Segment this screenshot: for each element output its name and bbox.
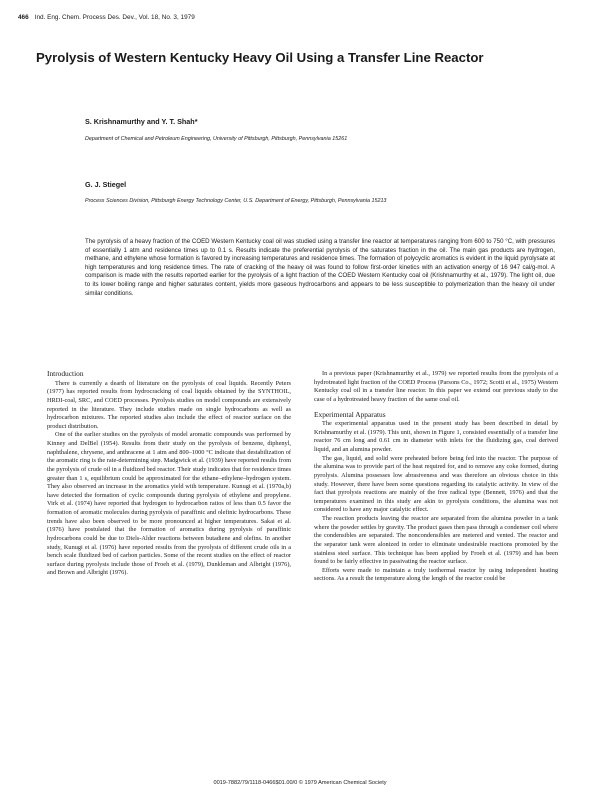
section-heading-experimental-apparatus: Experimental Apparatus [314, 409, 386, 419]
left-column [47, 370, 291, 578]
author-affiliation-1: Department of Chemical and Petroleum Engineering, University of Pittsburgh, Pittsburgh, Pennsylvania 15261 [85, 136, 348, 142]
right-column [314, 370, 558, 584]
running-head [18, 14, 195, 21]
page-number: 466 [18, 14, 29, 21]
copyright-footer: 0019-7882/79/1118-0466$01.00/0 © 1979 American Chemical Society [213, 780, 387, 786]
paragraph: One of the earlier studies on the pyrolysis of model aromatic compounds was performed by Kinney and DelBel (1954). Results from their study on the pyrolysis of benzene, diphenyl, naphthalene, chrysene, and anthracene at 1 atm and 800–1000 °C indicate that destabilization of the aromatic ring is the rate-determining step. Madgwick et al. (1939) have reported results from the pyrolysis of crude oil in a fluidized bed reactor. Their study indicates that for residence times greater than 1 s, equilibrium could be approximated for the ethane–ethylene–hydrogen system. They also observed an increase in the aromatics yield with temperature. Kunugi et al. (1970a,b) have detected the formation of cyclic compounds during pyrolysis of ethylene and propylene. Virk et al. (1974) have reported that hydrogen to hydrocarbon ratios of less than 0.5 favor the formation of aromatic molecules during pyrolysis of paraffinic and olefinic hydrocarbons. These trends have also been observed to be more pronounced at higher temperatures. Sakai et al. (1976) have postulated that the formation of aromatics during pyrolysis of paraffinic hydrocarbons could be due to Diels-Alder reactions between butadiene and olefins. In another study, Kunugi et al. (1976) have reported results from the pyrolysis of different crude oils in a bench scale fluidized bed of carbon particles. Some of the recent studies on the effect of reactor surface during pyrolysis include those of Froeh et al. (1979), Dunkleman and Albright (1976), and Brown and Albright (1976). [47, 431, 291, 577]
abstract: The pyrolysis of a heavy fraction of the COED Western Kentucky coal oil was studied using a transfer line reactor at temperatures ranging from 600 to 750 °C, with pressures of essentially 1 atm and residence times up to 0.1 s. Results indicate the preferential pyrolysis of the saturates fraction in the oil. The main gas products are hydrogen, methane, and ethylene whose formation is favored by increasing temperatures and residence times. The formation of polycyclic aromatics is evident in the liquid pyrolysate at high temperatures and long residence times. The rate of cracking of the heavy oil was found to follow first-order kinetics with an activation energy of 16 947 cal/g-mol. A comparison is made with the results reported earlier for the pyrolysis of a light fraction of the COED Western Kentucky coal oil (Krishnamurthy et al., 1979). The light oil, due to its lower boiling range and higher saturates content, yields more gaseous hydrocarbons and appears to be less susceptible to polymerization than the heavy oil under similar conditions. [85, 238, 555, 297]
paragraph: The reaction products leaving the reactor are separated from the alumina powder in a tank where the powder settles by gravity. The product gases then pass through a condenser coil where the condensibles are separated. The noncondensibles are metered and vented. The reactor and the separator tank were alonized in order to eliminate undesirable reactions promoted by the stainless steel surface. This technique has been applied by Froeh et al. (1979) and has been found to be fairly effective in passivating the reactor surface. [314, 515, 558, 566]
paragraph: The gas, liquid, and solid were preheated before being fed into the reactor. The purpose of the alumina was to provide part of the heat required for, and to remove any coke formed, during pyrolysis. Alumina possesses low abrasiveness and was therefore an obvious choice in this study. However, there have been some questions regarding its catalytic activity. In view of the fact that pyrolysis reactions are mainly of the free radical type (Bennett, 1976) and that the temperatures examined in this study are akin to pyrolysis conditions, the alumina was not considered to have any major catalytic effect. [314, 454, 558, 514]
author-names-1: S. Krishnamurthy and Y. T. Shah* [85, 117, 198, 126]
journal-citation: Ind. Eng. Chem. Process Des. Dev., Vol. 18, No. 3, 1979 [34, 14, 195, 21]
paragraph: In a previous paper (Krishnamurthy et al., 1979) we reported results from the pyrolysis of a hydrotreated light fraction of the COED Process (Parsons Co., 1972; Scotti et al., 1975) Western Kentucky coal oil in a transfer line reactor. In this paper we extend our previous study to the case of a hydrotreated heavy fraction of the same coal oil. [314, 370, 558, 403]
author-names-2: G. J. Stiegel [85, 180, 127, 189]
paragraph: Efforts were made to maintain a truly isothermal reactor by using independent heating sections. As a result the temperature along the length of the reactor could be [314, 566, 558, 583]
paper-title: Pyrolysis of Western Kentucky Heavy Oil Using a Transfer Line Reactor [36, 50, 484, 65]
section-heading-introduction: Introduction [47, 369, 84, 378]
paragraph: There is currently a dearth of literature on the pyrolysis of coal liquids. Recently Peters (1977) has reported results from hydrocracking of coal liquids obtained by the SYNTHOIL, HRDI-coal, SRC, and COED processes. Pyrolysis studies on model compounds are extensively reported in the literature. They include studies made on single hydrocarbons as well as hydrocarbon mixtures. The reported studies also include the effect of reactor surface on the product distribution. [47, 379, 291, 430]
author-affiliation-2: Process Sciences Division, Pittsburgh Energy Technology Center, U.S. Department of Energy, Pittsburgh, Pennsylvania 15213 [85, 198, 387, 204]
paragraph: The experimental apparatus used in the present study has been described in detail by Krishnamurthy et al. (1979). This unit, shown in Figure 1, consisted essentially of a transfer line reactor 76 cm long and 0.61 cm in diameter with inlets for the fluidizing gas, coal derived liquid, and an alumina powder. [314, 420, 558, 453]
